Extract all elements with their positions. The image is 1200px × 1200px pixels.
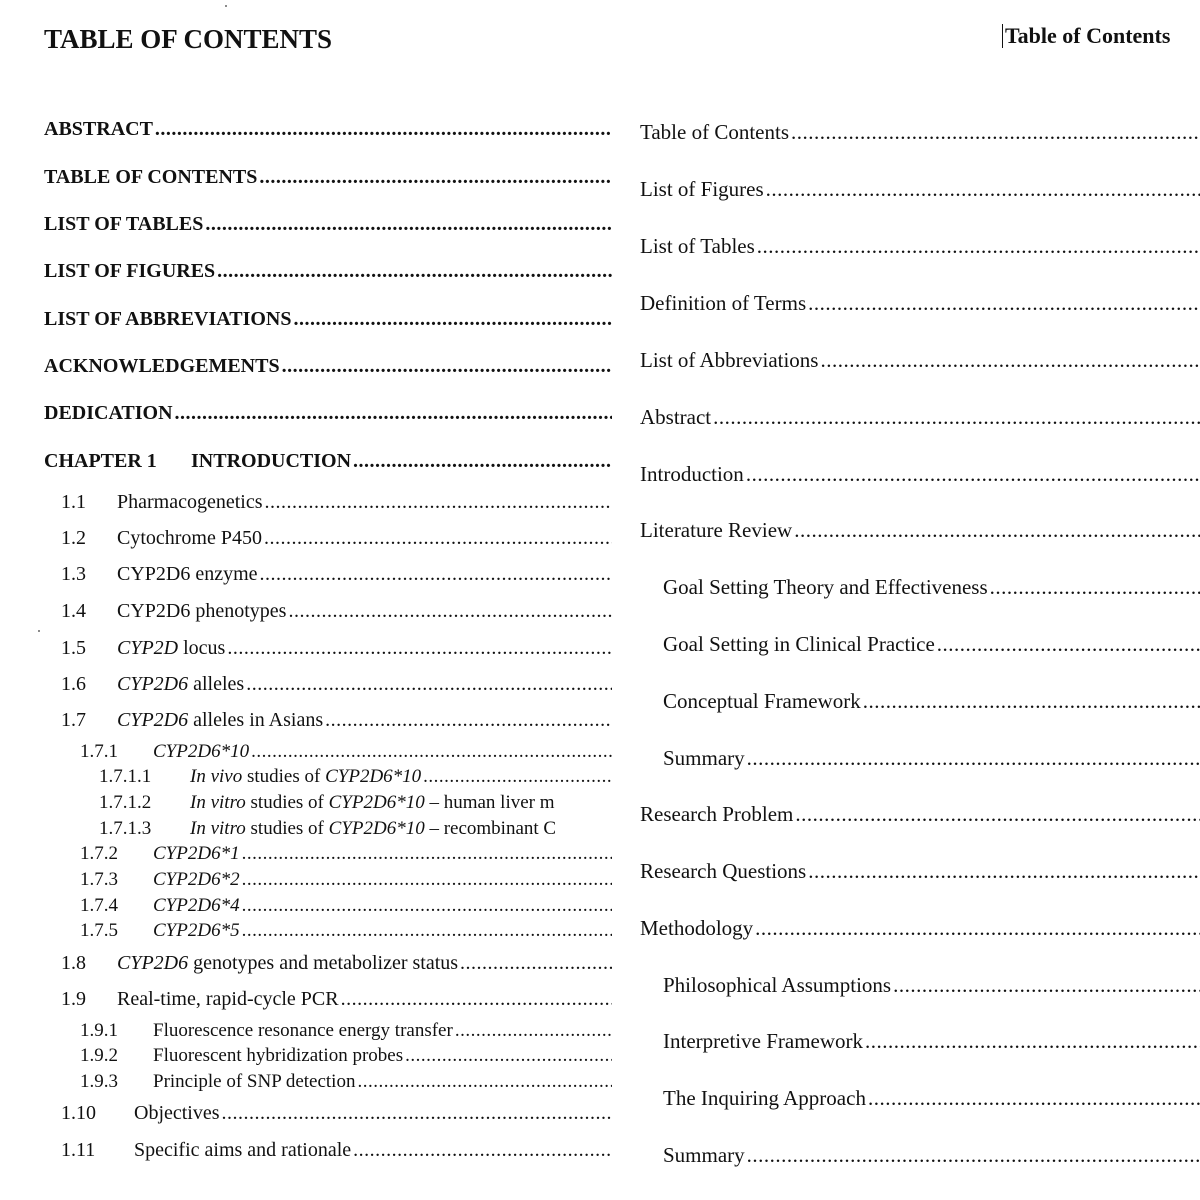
dot-leader bbox=[766, 177, 1200, 201]
toc-entry-label: ABSTRACT bbox=[44, 118, 153, 140]
toc-entry-section[interactable] bbox=[640, 405, 1200, 429]
dot-leader bbox=[217, 260, 612, 283]
toc-entry-section[interactable] bbox=[61, 673, 612, 696]
dot-leader bbox=[222, 1102, 612, 1125]
toc-entry-label: List of Figures bbox=[640, 177, 764, 201]
toc-entry-section[interactable] bbox=[80, 895, 612, 917]
section-number: 1.7.5 bbox=[80, 920, 118, 941]
dot-leader bbox=[713, 405, 1200, 429]
dot-leader bbox=[791, 120, 1200, 144]
toc-entry-section[interactable] bbox=[61, 988, 612, 1011]
section-title-part: CYP2D bbox=[117, 637, 179, 659]
dot-leader bbox=[865, 1029, 1200, 1053]
dot-leader bbox=[808, 291, 1200, 315]
dot-leader bbox=[747, 1143, 1200, 1167]
section-title-part: In vitro bbox=[190, 818, 246, 839]
toc-entry-subsection[interactable] bbox=[663, 1029, 1200, 1053]
toc-entry-label: Table of Contents bbox=[640, 120, 789, 144]
toc-entry-label: LIST OF TABLES bbox=[44, 213, 204, 235]
toc-entry-label: Research Problem bbox=[640, 802, 794, 826]
chapter-title: INTRODUCTION bbox=[191, 450, 352, 472]
toc-entry-label bbox=[61, 491, 263, 514]
dot-leader bbox=[795, 802, 1200, 826]
dot-leader bbox=[264, 527, 612, 550]
toc-entry-section[interactable] bbox=[80, 869, 612, 891]
dot-leader bbox=[227, 637, 612, 660]
toc-entry-label: ACKNOWLEDGEMENTS bbox=[44, 355, 280, 377]
toc-entry-label bbox=[99, 766, 421, 788]
toc-entry-label: Interpretive Framework bbox=[663, 1029, 864, 1053]
section-title-part: CYP2D6*2 bbox=[153, 869, 240, 890]
dot-leader bbox=[863, 689, 1200, 713]
dot-leader bbox=[242, 920, 612, 942]
toc-entry-label: List of Abbreviations bbox=[640, 348, 819, 372]
toc-entry-front-matter[interactable] bbox=[44, 260, 612, 283]
toc-entry-label bbox=[80, 1045, 403, 1067]
toc-entry-label bbox=[61, 673, 244, 696]
toc-entry-front-matter[interactable] bbox=[44, 308, 612, 331]
dot-leader bbox=[893, 973, 1200, 997]
toc-entry-section[interactable] bbox=[99, 766, 612, 788]
toc-entry-subsection[interactable] bbox=[663, 973, 1200, 997]
toc-entry-section[interactable] bbox=[99, 818, 614, 840]
toc-entry-label bbox=[80, 1020, 453, 1042]
section-title-part: – human liver m bbox=[424, 792, 555, 813]
toc-entry-section[interactable] bbox=[61, 491, 612, 514]
right-toc-header: Table of Contents bbox=[1002, 24, 1170, 48]
toc-entry-label: Goal Setting in Clinical Practice bbox=[663, 632, 935, 656]
toc-entry-label bbox=[61, 527, 262, 550]
section-number: 1.7.1 bbox=[80, 741, 118, 762]
section-number: 1.4 bbox=[61, 600, 86, 622]
dot-leader bbox=[251, 741, 612, 763]
section-number: 1.7.3 bbox=[80, 869, 118, 890]
toc-entry-section[interactable] bbox=[640, 177, 1200, 201]
toc-entry-chapter[interactable] bbox=[44, 450, 612, 473]
section-title-part: In vivo bbox=[190, 766, 243, 787]
toc-entry-label: List of Tables bbox=[640, 234, 755, 258]
toc-entry-subsection[interactable] bbox=[663, 1086, 1200, 1110]
section-number: 1.7.1.1 bbox=[99, 766, 152, 787]
dot-leader bbox=[747, 746, 1200, 770]
toc-entry-label: Philosophical Assumptions bbox=[663, 973, 892, 997]
toc-entry-section[interactable] bbox=[640, 462, 1200, 486]
dot-leader bbox=[325, 709, 612, 732]
section-title-part: CYP2D6 bbox=[117, 952, 189, 974]
toc-entry-section[interactable] bbox=[80, 741, 612, 763]
toc-entry-section[interactable] bbox=[61, 709, 612, 732]
section-title-part: Objectives bbox=[134, 1102, 220, 1124]
toc-entry-label: Research Questions bbox=[640, 859, 807, 883]
dot-leader bbox=[405, 1045, 612, 1067]
section-title-part: studies of bbox=[242, 766, 326, 787]
toc-entry-section[interactable] bbox=[640, 802, 1200, 826]
toc-entry-section[interactable] bbox=[61, 1139, 612, 1162]
section-title-part: Pharmacogenetics bbox=[117, 491, 263, 513]
dot-leader bbox=[460, 952, 612, 975]
dot-leader bbox=[294, 308, 613, 331]
section-title-part: Fluorescent hybridization probes bbox=[153, 1045, 404, 1066]
dot-leader bbox=[242, 869, 612, 891]
dot-leader bbox=[746, 462, 1200, 486]
toc-entry-label bbox=[44, 450, 351, 473]
toc-entry-label: Conceptual Framework bbox=[663, 689, 861, 713]
toc-entry-section[interactable] bbox=[80, 1020, 612, 1042]
scan-speck bbox=[38, 630, 40, 632]
toc-entry-subsection[interactable] bbox=[663, 632, 1200, 656]
dot-leader bbox=[755, 916, 1200, 940]
toc-entry-section[interactable] bbox=[61, 1102, 612, 1125]
toc-entry-section[interactable] bbox=[61, 563, 612, 586]
dot-leader bbox=[155, 118, 612, 141]
toc-entry-label: LIST OF ABBREVIATIONS bbox=[44, 308, 292, 330]
toc-entry-label: Summary bbox=[663, 1143, 745, 1167]
section-number: 1.1 bbox=[61, 491, 86, 513]
section-title-part: CYP2D6*10 bbox=[328, 818, 425, 839]
toc-entry-label: Summary bbox=[663, 746, 745, 770]
dot-leader bbox=[175, 402, 612, 425]
section-number: 1.6 bbox=[61, 673, 86, 695]
section-number: 1.7.1.2 bbox=[99, 792, 152, 813]
section-title-part: CYP2D6 enzyme bbox=[117, 563, 258, 585]
toc-entry-label: Introduction bbox=[640, 462, 744, 486]
section-title-part: studies of bbox=[245, 792, 329, 813]
section-number: 1.9.3 bbox=[80, 1071, 118, 1092]
section-title-part: CYP2D6*1 bbox=[153, 843, 240, 864]
toc-entry-label bbox=[61, 1139, 351, 1162]
section-title-part: CYP2D6*5 bbox=[153, 920, 240, 941]
toc-entry-section[interactable] bbox=[80, 1045, 612, 1067]
toc-entry-section[interactable] bbox=[640, 348, 1200, 372]
toc-entry-label bbox=[61, 952, 458, 975]
section-title-part: CYP2D6 bbox=[117, 673, 189, 695]
toc-entry-label bbox=[61, 563, 258, 586]
toc-entry-label: Literature Review bbox=[640, 518, 793, 542]
toc-entry-label: DEDICATION bbox=[44, 402, 173, 424]
toc-entry-label: Goal Setting Theory and Effectiveness bbox=[663, 575, 988, 599]
right-toc-page bbox=[614, 0, 1200, 1200]
section-number: 1.11 bbox=[61, 1139, 96, 1161]
toc-entry-section[interactable] bbox=[99, 792, 614, 814]
section-number: 1.9.1 bbox=[80, 1020, 118, 1041]
section-title-part: Fluorescence resonance energy transfer bbox=[153, 1020, 453, 1041]
dot-leader bbox=[794, 518, 1200, 542]
toc-entry-section[interactable] bbox=[61, 600, 612, 623]
dot-leader bbox=[868, 1086, 1200, 1110]
dot-leader bbox=[341, 988, 612, 1011]
section-number: 1.10 bbox=[61, 1102, 96, 1124]
toc-entry-label bbox=[80, 843, 240, 865]
dot-leader bbox=[265, 491, 613, 514]
section-number: 1.7.1.3 bbox=[99, 818, 152, 839]
toc-entry-section[interactable] bbox=[61, 952, 612, 975]
toc-entry-front-matter[interactable] bbox=[44, 213, 612, 236]
section-title-part: CYP2D6 bbox=[117, 709, 189, 731]
dot-leader bbox=[455, 1020, 612, 1042]
toc-entry-subsection[interactable] bbox=[663, 1143, 1200, 1167]
toc-entry-label bbox=[61, 709, 323, 732]
section-title-part: Principle of SNP detection bbox=[153, 1071, 356, 1092]
section-number: 1.7.4 bbox=[80, 895, 118, 916]
section-number: 1.7 bbox=[61, 709, 86, 731]
dot-leader bbox=[808, 859, 1200, 883]
section-title-part: In vitro bbox=[190, 792, 246, 813]
toc-entry-section[interactable] bbox=[80, 843, 612, 865]
dot-leader bbox=[242, 895, 612, 917]
toc-entry-label bbox=[80, 895, 240, 917]
section-title-part: alleles bbox=[188, 673, 245, 695]
toc-entry-front-matter[interactable] bbox=[44, 355, 612, 378]
section-title-part: locus bbox=[178, 637, 226, 659]
section-title-part: studies of bbox=[245, 818, 329, 839]
chapter-label: CHAPTER 1 bbox=[44, 450, 157, 472]
section-title-part: CYP2D6*10 bbox=[153, 741, 250, 762]
section-number: 1.3 bbox=[61, 563, 86, 585]
dot-leader bbox=[990, 575, 1200, 599]
dot-leader bbox=[205, 213, 612, 236]
toc-entry-subsection[interactable] bbox=[663, 746, 1200, 770]
toc-entry-section[interactable] bbox=[640, 916, 1200, 940]
dot-leader bbox=[757, 234, 1200, 258]
toc-entry-label bbox=[61, 988, 339, 1011]
toc-entry-subsection[interactable] bbox=[663, 575, 1200, 599]
section-title-part: Cytochrome P450 bbox=[117, 527, 262, 549]
toc-entry-label: TABLE OF CONTENTS bbox=[44, 166, 258, 188]
toc-entry-section[interactable] bbox=[640, 234, 1200, 258]
section-title-part: alleles in Asians bbox=[188, 709, 324, 731]
section-number: 1.9.2 bbox=[80, 1045, 118, 1066]
toc-entry-label bbox=[99, 792, 555, 814]
toc-entry-front-matter[interactable] bbox=[44, 166, 612, 189]
toc-entry-front-matter[interactable] bbox=[44, 402, 612, 425]
section-title-part: CYP2D6 phenotypes bbox=[117, 600, 287, 622]
section-title-part: CYP2D6*10 bbox=[325, 766, 422, 787]
dot-leader bbox=[242, 843, 612, 865]
section-number: 1.5 bbox=[61, 637, 86, 659]
toc-entry-section[interactable] bbox=[80, 920, 612, 942]
toc-entry-label bbox=[99, 818, 556, 840]
toc-entry-section[interactable] bbox=[80, 1071, 612, 1093]
toc-entry-section[interactable] bbox=[640, 518, 1200, 542]
toc-entry-label: Abstract bbox=[640, 405, 712, 429]
section-title-part: – recombinant C bbox=[424, 818, 557, 839]
section-title-part: CYP2D6*4 bbox=[153, 895, 240, 916]
toc-entry-label bbox=[80, 741, 249, 763]
toc-entry-label bbox=[61, 600, 286, 623]
section-number: 1.8 bbox=[61, 952, 86, 974]
dot-leader bbox=[423, 766, 612, 788]
toc-entry-subsection[interactable] bbox=[663, 689, 1200, 713]
toc-entry-section[interactable] bbox=[640, 859, 1200, 883]
toc-entry-section[interactable] bbox=[61, 527, 612, 550]
dot-leader bbox=[259, 166, 612, 189]
toc-entry-front-matter[interactable] bbox=[44, 118, 612, 141]
scan-speck bbox=[225, 5, 227, 7]
toc-entry-section[interactable] bbox=[640, 120, 1200, 144]
section-title-part: CYP2D6*10 bbox=[328, 792, 425, 813]
toc-entry-label bbox=[80, 920, 240, 942]
toc-entry-label bbox=[80, 869, 240, 891]
toc-entry-label bbox=[61, 637, 225, 660]
section-title-part: Specific aims and rationale bbox=[134, 1139, 352, 1161]
dot-leader bbox=[353, 1139, 612, 1162]
left-toc-title: TABLE OF CONTENTS bbox=[44, 24, 333, 54]
section-number: 1.7.2 bbox=[80, 843, 118, 864]
dot-leader bbox=[282, 355, 612, 378]
section-title-part: genotypes and metabolizer status bbox=[188, 952, 459, 974]
toc-entry-label: The Inquiring Approach bbox=[663, 1086, 866, 1110]
toc-entry-label bbox=[61, 1102, 220, 1125]
dot-leader bbox=[937, 632, 1200, 656]
dot-leader bbox=[357, 1071, 612, 1093]
section-number: 1.2 bbox=[61, 527, 86, 549]
dot-leader bbox=[260, 563, 612, 586]
toc-entry-label: Definition of Terms bbox=[640, 291, 807, 315]
toc-entry-section[interactable] bbox=[640, 291, 1200, 315]
toc-entry-section[interactable] bbox=[61, 637, 612, 660]
toc-entry-label: Methodology bbox=[640, 916, 754, 940]
section-title-part: Real-time, rapid-cycle PCR bbox=[117, 988, 339, 1010]
dot-leader bbox=[288, 600, 612, 623]
section-number: 1.9 bbox=[61, 988, 86, 1010]
toc-entry-label: LIST OF FIGURES bbox=[44, 260, 216, 282]
toc-entry-label bbox=[80, 1071, 355, 1093]
dot-leader bbox=[820, 348, 1200, 372]
dot-leader bbox=[353, 450, 612, 473]
dot-leader bbox=[246, 673, 612, 696]
